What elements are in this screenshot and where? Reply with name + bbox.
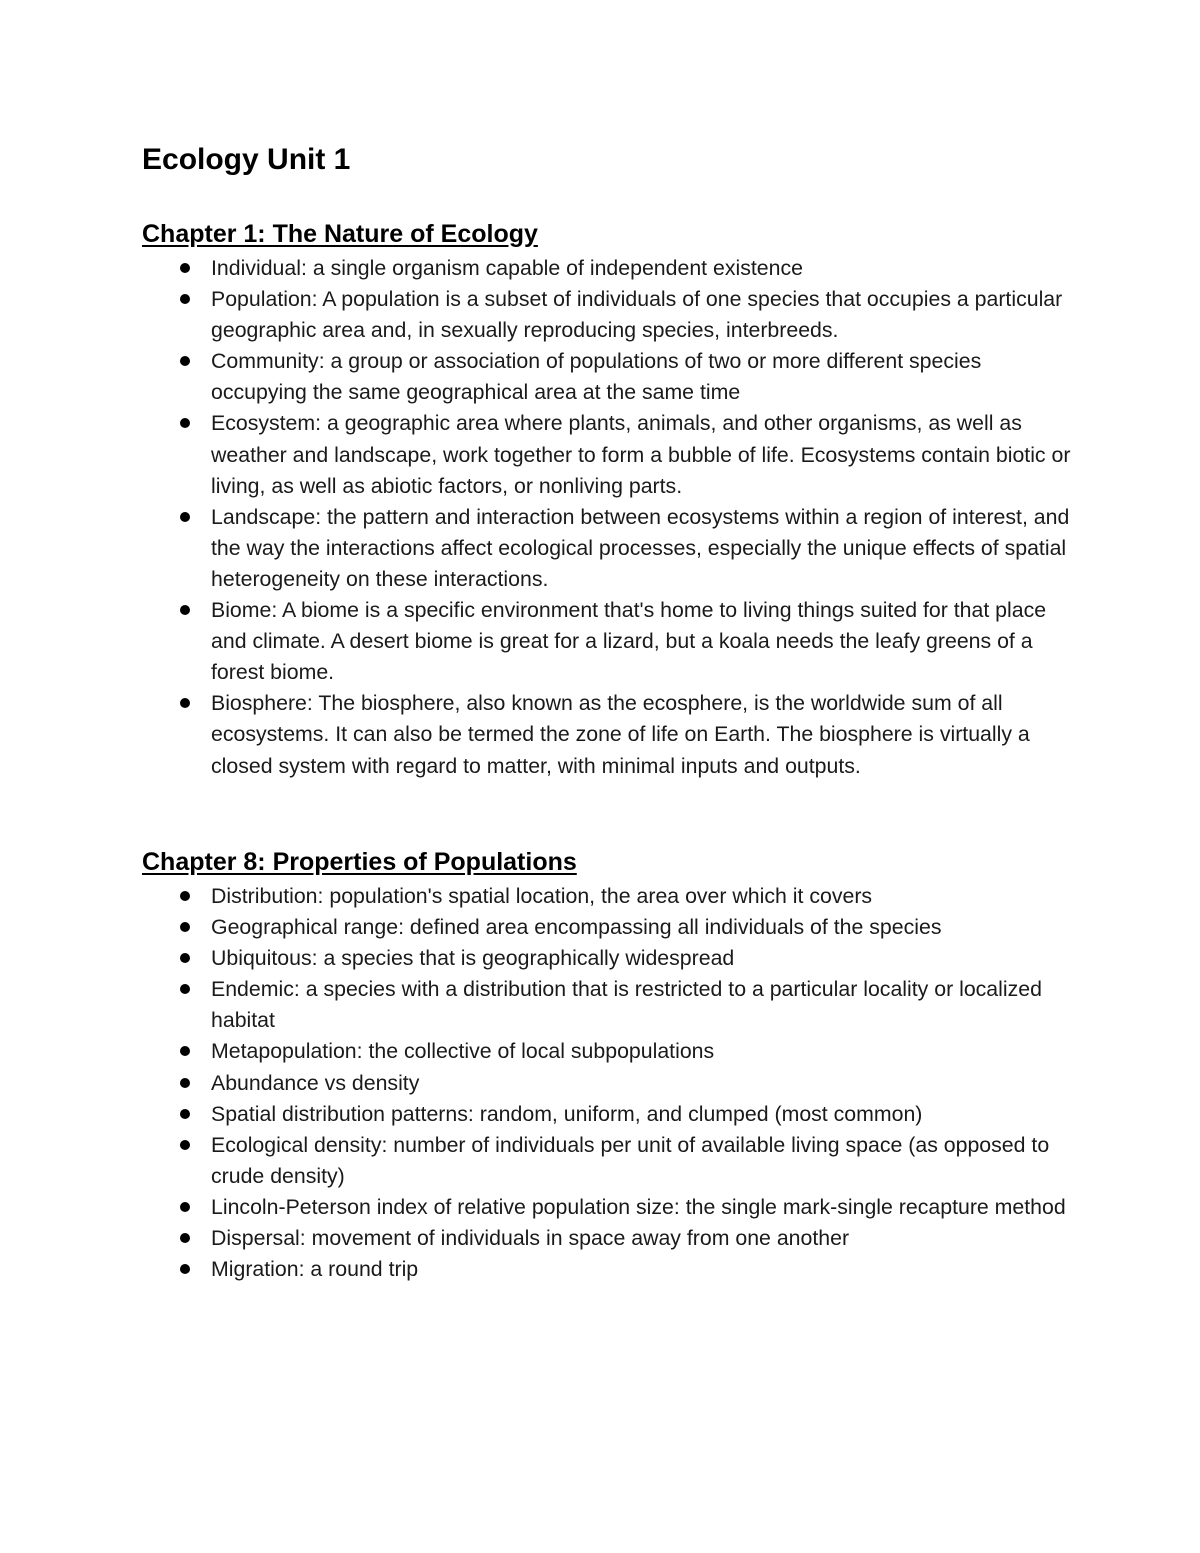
list-item-text: Ubiquitous: a species that is geographically widespread — [211, 946, 735, 971]
list-item — [142, 1068, 1071, 1099]
list-item — [142, 284, 1071, 346]
list-item-text: Ecosystem: a geographic area where plants, animals, and other organisms, as well as weather and landscape, work together to form a bubble of life. Ecosystems contain biotic or living, as well as abiotic factors, or nonliving parts. — [211, 411, 1071, 498]
list-item-text: Dispersal: movement of individuals in space away from one another — [211, 1226, 850, 1251]
list-item-text: Lincoln-Peterson index of relative population size: the single mark-single recapture method — [211, 1194, 1066, 1219]
list-item-text: Distribution: population's spatial location, the area over which it covers — [211, 884, 873, 908]
list-item-text: Population: A population is a subset of individuals of one species that occupies a particular geographic area and, in sexually reproducing species, interbreeds. — [211, 287, 1063, 343]
bullet-icon — [180, 1233, 190, 1243]
bullet-icon — [180, 512, 190, 522]
list-item-text: Biosphere: The biosphere, also known as the ecosphere, is the worldwide sum of all ecosystems. It can also be termed the zone of life on Earth. The biosphere is virtually a closed system with regard to matter, with minimal inputs and outputs. — [211, 691, 1030, 778]
bullet-icon — [180, 605, 190, 615]
bullet-icon — [180, 953, 190, 963]
list-item — [142, 1036, 1071, 1067]
list-item — [142, 346, 1071, 408]
list-item-text: Biome: A biome is a specific environment that's home to living things suited for that place and climate. A desert biome is great for a lizard, but a koala needs the leafy greens of a forest biome. — [211, 598, 1047, 685]
bullet-icon — [180, 1140, 190, 1150]
list-item — [142, 1192, 1071, 1223]
list-item-text: Metapopulation: the collective of local subpopulations — [211, 1039, 715, 1064]
list-item — [142, 943, 1071, 974]
list-item — [142, 688, 1071, 781]
list-item-text: Geographical range: defined area encompassing all individuals of the species — [211, 915, 942, 940]
chapter-1-heading: Chapter 1: The Nature of Ecology — [142, 220, 538, 248]
list-item-text: Community: a group or association of populations of two or more different species occupying the same geographical area at the same time — [211, 349, 982, 405]
bullet-icon — [180, 1078, 190, 1088]
list-item-text: Spatial distribution patterns: random, uniform, and clumped (most common) — [211, 1101, 923, 1126]
list-item — [142, 1130, 1071, 1192]
list-item — [142, 502, 1071, 595]
chapter-8-heading: Chapter 8: Properties of Populations — [142, 848, 577, 876]
bullet-icon — [180, 698, 190, 708]
list-item — [142, 881, 1071, 912]
bullet-icon — [180, 356, 190, 366]
chapter-1-section — [142, 215, 1082, 782]
chapter-8-section — [142, 843, 1082, 1285]
list-item-text: Migration: a round trip — [211, 1257, 419, 1282]
bullet-icon — [180, 1109, 190, 1119]
chapter-1-list — [142, 253, 1082, 782]
list-item — [142, 912, 1071, 943]
bullet-icon — [180, 263, 190, 273]
bullet-icon — [180, 294, 190, 304]
list-item — [142, 1099, 1071, 1130]
list-item-text: Landscape: the pattern and interaction between ecosystems within a region of interest, and the way the interactions affect ecological processes, especially the unique effects of spatial heterogeneity on these interactions. — [211, 504, 1070, 591]
document-title: Ecology Unit 1 — [142, 143, 351, 176]
bullet-icon — [180, 984, 190, 994]
chapter-8-list — [142, 881, 1082, 1285]
list-item-text: Individual: a single organism capable of independent existence — [211, 256, 803, 280]
list-item-text: Abundance vs density — [211, 1070, 420, 1095]
list-item — [142, 1254, 1071, 1285]
list-item — [142, 1223, 1071, 1254]
list-item-text: Ecological density: number of individuals per unit of available living space (as opposed to crude density) — [211, 1132, 1050, 1188]
bullet-icon — [180, 418, 190, 428]
bullet-icon — [180, 1046, 190, 1056]
list-item-text: Endemic: a species with a distribution that is restricted to a particular locality or localized habitat — [211, 977, 1042, 1033]
bullet-icon — [180, 1202, 190, 1212]
bullet-icon — [180, 922, 190, 932]
list-item — [142, 408, 1071, 501]
bullet-icon — [180, 891, 190, 901]
list-item — [142, 595, 1071, 688]
list-item — [142, 253, 1071, 284]
bullet-icon — [180, 1264, 190, 1274]
list-item — [142, 974, 1071, 1036]
